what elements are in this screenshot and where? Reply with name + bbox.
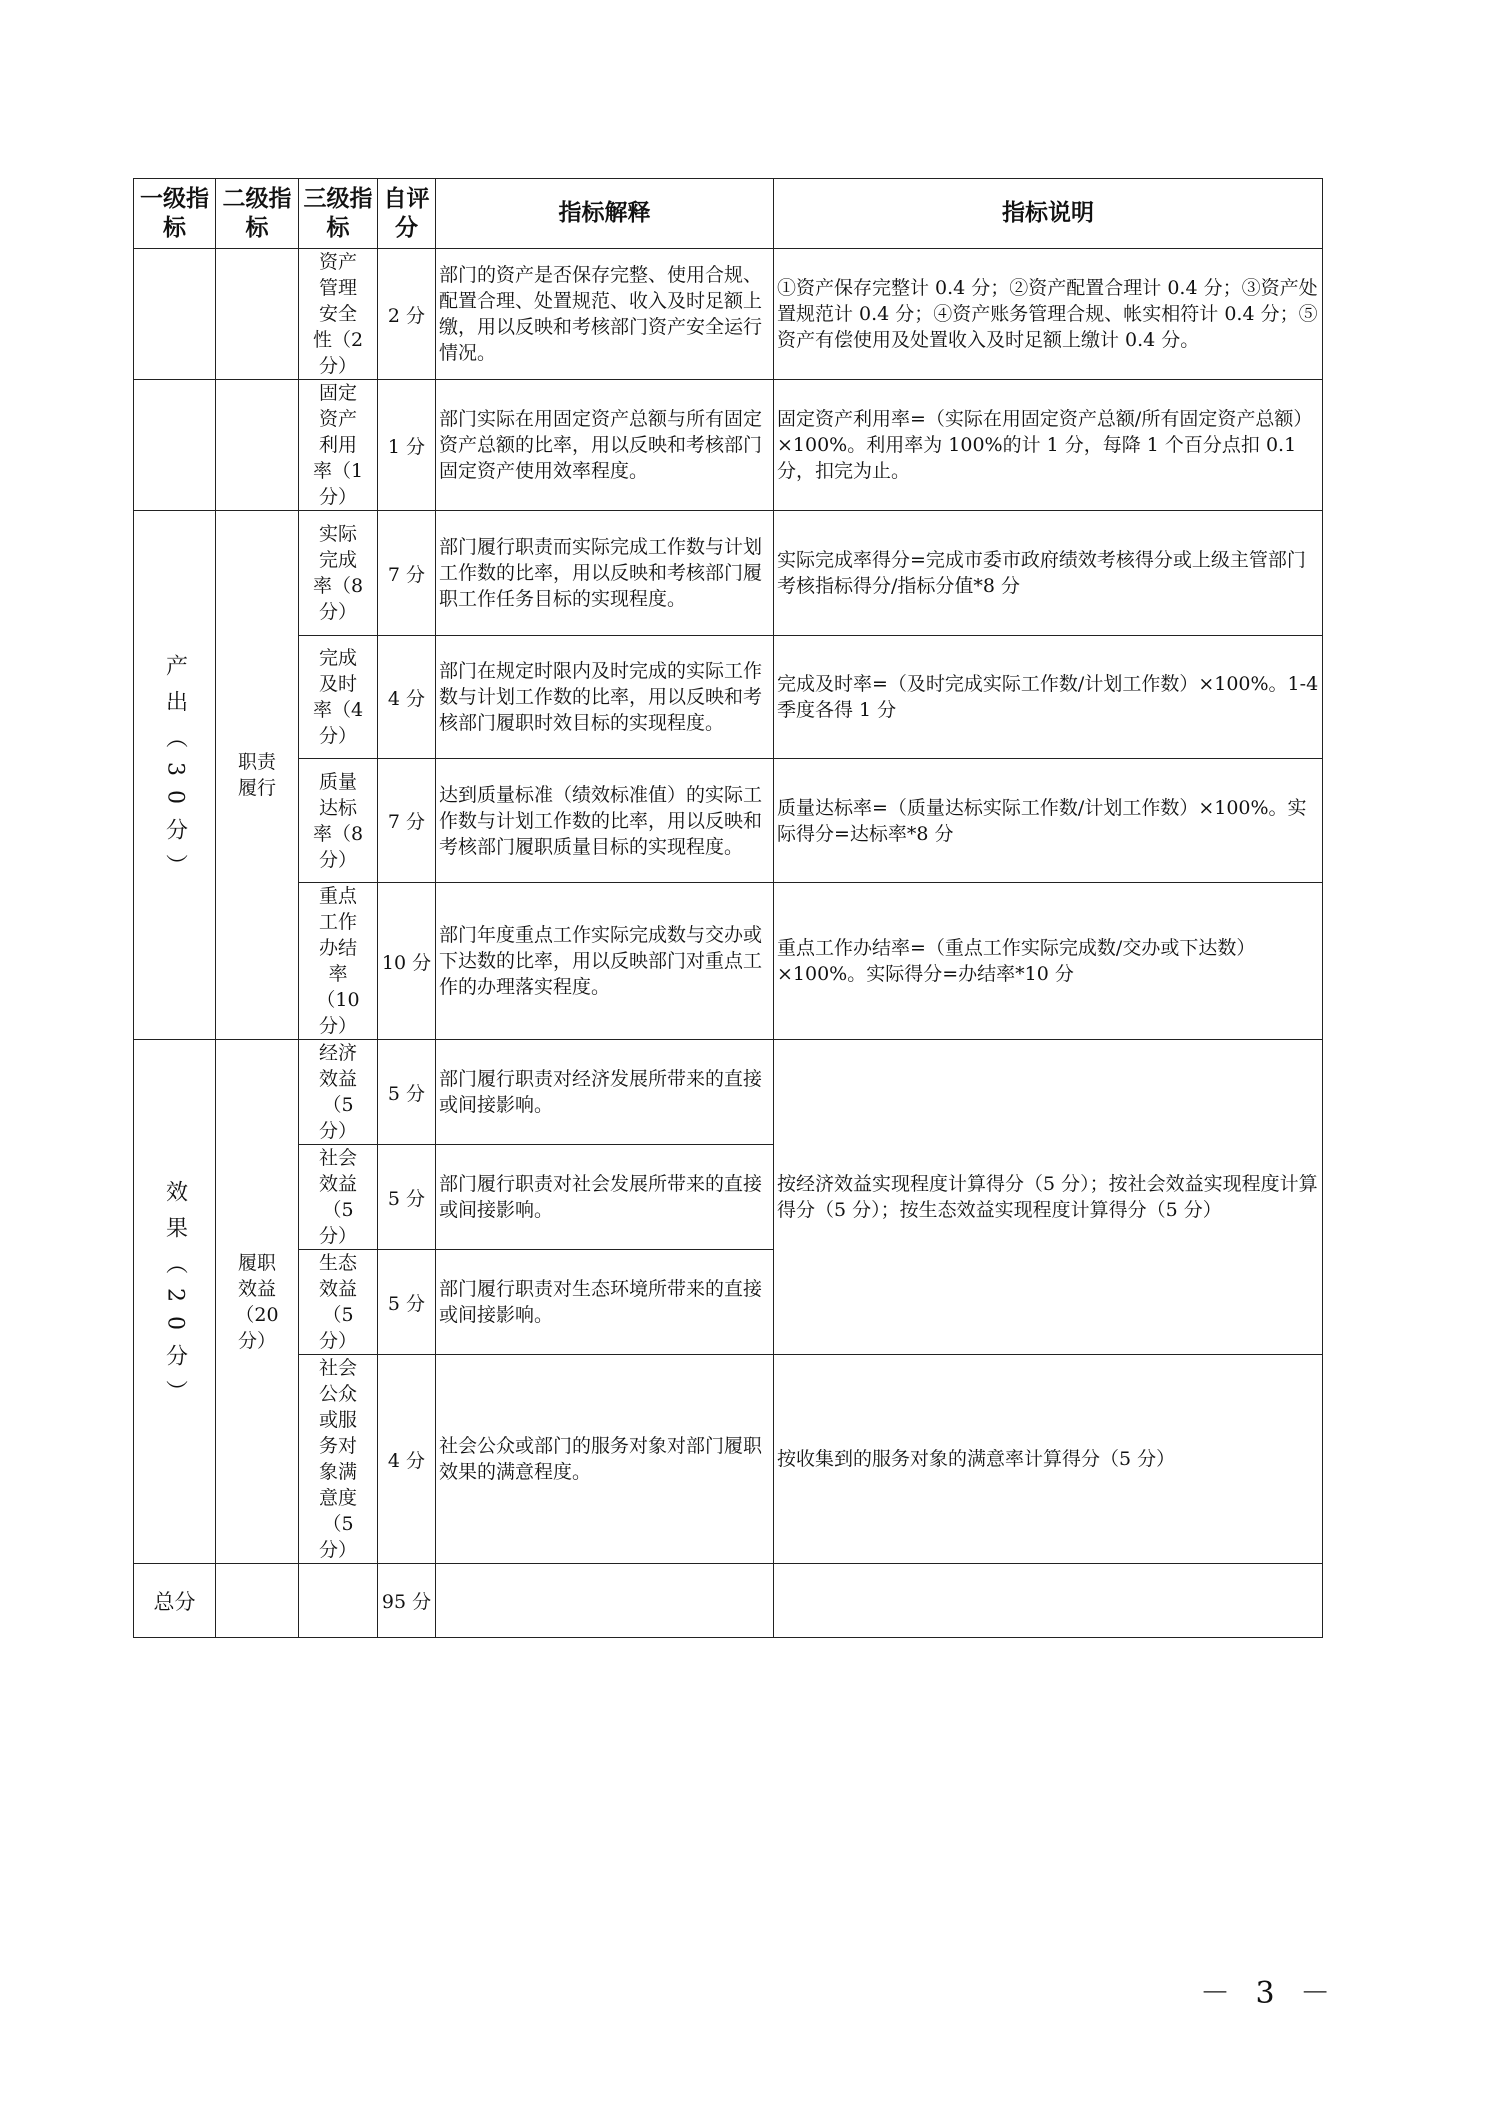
description-cell: 重点工作办结率=（重点工作实际完成数/交办或下达数）×100%。实际得分=办结率*10 分 (774, 883, 1323, 1040)
total-empty-cell (774, 1564, 1323, 1638)
level2-cell (216, 380, 299, 511)
output-level2-cell: 职责履行 (216, 511, 299, 1040)
explanation-cell: 部门年度重点工作实际完成数与交办或下达数的比率，用以反映部门对重点工作的办理落实程度。 (436, 883, 774, 1040)
level3-cell: 完成及时率（4分） (299, 636, 378, 759)
description-cell: 实际完成率得分=完成市委市政府绩效考核得分或上级主管部门考核指标得分/指标分值*8 分 (774, 511, 1323, 636)
total-label: 总分 (134, 1564, 216, 1638)
description-cell: 质量达标率=（质量达标实际工作数/计划工作数）×100%。实际得分=达标率*8 分 (774, 759, 1323, 883)
total-empty-cell (216, 1564, 299, 1638)
level1-cell (134, 249, 216, 380)
effect-level1-cell: 效果（20分） (134, 1040, 216, 1564)
explanation-cell: 社会公众或部门的服务对象对部门履职效果的满意程度。 (436, 1355, 774, 1564)
score-cell: 4 分 (378, 636, 436, 759)
explanation-cell: 部门履行职责而实际完成工作数与计划工作数的比率，用以反映和考核部门履职工作任务目标的实现程度。 (436, 511, 774, 636)
level3-cell: 社会公众或服务对象满意度（5分） (299, 1355, 378, 1564)
description-cell: ①资产保存完整计 0.4 分；②资产配置合理计 0.4 分；③资产处置规范计 0.4 分；④资产账务管理合规、帐实相符计 0.4 分；⑤资产有偿使用及处置收入及时足额上缴计 0.4 分。 (774, 249, 1323, 380)
score-cell: 10 分 (378, 883, 436, 1040)
score-cell: 5 分 (378, 1145, 436, 1250)
table-row (134, 249, 1323, 380)
explanation-cell: 部门实际在用固定资产总额与所有固定资产总额的比率，用以反映和考核部门固定资产使用效率程度。 (436, 380, 774, 511)
score-cell: 5 分 (378, 1250, 436, 1355)
explanation-cell: 部门在规定时限内及时完成的实际工作数与计划工作数的比率，用以反映和考核部门履职时效目标的实现程度。 (436, 636, 774, 759)
description-cell: 完成及时率=（及时完成实际工作数/计划工作数）×100%。1-4 季度各得 1 分 (774, 636, 1323, 759)
total-row (134, 1564, 1323, 1638)
level3-cell: 资产管理安全性（2分） (299, 249, 378, 380)
header-row (134, 179, 1323, 249)
header-level3: 三级指标 (299, 179, 378, 249)
score-cell: 2 分 (378, 249, 436, 380)
description-cell: 按收集到的服务对象的满意率计算得分（5 分） (774, 1355, 1323, 1564)
level3-cell: 质量达标率（8分） (299, 759, 378, 883)
header-level1: 一级指标 (134, 179, 216, 249)
explanation-cell: 部门履行职责对经济发展所带来的直接或间接影响。 (436, 1040, 774, 1145)
level3-cell: 固定资产利用率（1分） (299, 380, 378, 511)
table-row (134, 1040, 1323, 1145)
output-level1-cell: 产出（30分） (134, 511, 216, 1040)
table-row (134, 759, 1323, 883)
score-cell: 5 分 (378, 1040, 436, 1145)
table-row (134, 380, 1323, 511)
level3-cell: 经济效益（5分） (299, 1040, 378, 1145)
description-cell: 固定资产利用率=（实际在用固定资产总额/所有固定资产总额）×100%。利用率为 100%的计 1 分，每降 1 个百分点扣 0.1 分，扣完为止。 (774, 380, 1323, 511)
total-score: 95 分 (378, 1564, 436, 1638)
score-cell: 4 分 (378, 1355, 436, 1564)
total-empty-cell (436, 1564, 774, 1638)
score-cell: 1 分 (378, 380, 436, 511)
header-description: 指标说明 (774, 179, 1323, 249)
table-row (134, 883, 1323, 1040)
effect-level2-cell: 履职效益（20分） (216, 1040, 299, 1564)
page-number: － 3 － (1200, 1976, 1339, 2011)
score-cell: 7 分 (378, 511, 436, 636)
indicator-table (133, 178, 1323, 1638)
level3-cell: 社会效益（5分） (299, 1145, 378, 1250)
level2-cell (216, 249, 299, 380)
benefit-description-cell: 按经济效益实现程度计算得分（5 分）；按社会效益实现程度计算得分（5 分）；按生态效益实现程度计算得分（5 分） (774, 1040, 1323, 1355)
score-cell: 7 分 (378, 759, 436, 883)
explanation-cell: 部门履行职责对社会发展所带来的直接或间接影响。 (436, 1145, 774, 1250)
total-empty-cell (299, 1564, 378, 1638)
explanation-cell: 达到质量标准（绩效标准值）的实际工作数与计划工作数的比率，用以反映和考核部门履职质量目标的实现程度。 (436, 759, 774, 883)
table-row (134, 636, 1323, 759)
header-level2: 二级指标 (216, 179, 299, 249)
level3-cell: 生态效益（5分） (299, 1250, 378, 1355)
level3-cell: 实际完成率（8分） (299, 511, 378, 636)
header-self-score: 自评分 (378, 179, 436, 249)
explanation-cell: 部门履行职责对生态环境所带来的直接或间接影响。 (436, 1250, 774, 1355)
level1-cell (134, 380, 216, 511)
header-explanation: 指标解释 (436, 179, 774, 249)
level3-cell: 重点工作办结率（10分） (299, 883, 378, 1040)
explanation-cell: 部门的资产是否保存完整、使用合规、配置合理、处置规范、收入及时足额上缴，用以反映和考核部门资产安全运行情况。 (436, 249, 774, 380)
table-row (134, 511, 1323, 636)
table-row (134, 1355, 1323, 1564)
